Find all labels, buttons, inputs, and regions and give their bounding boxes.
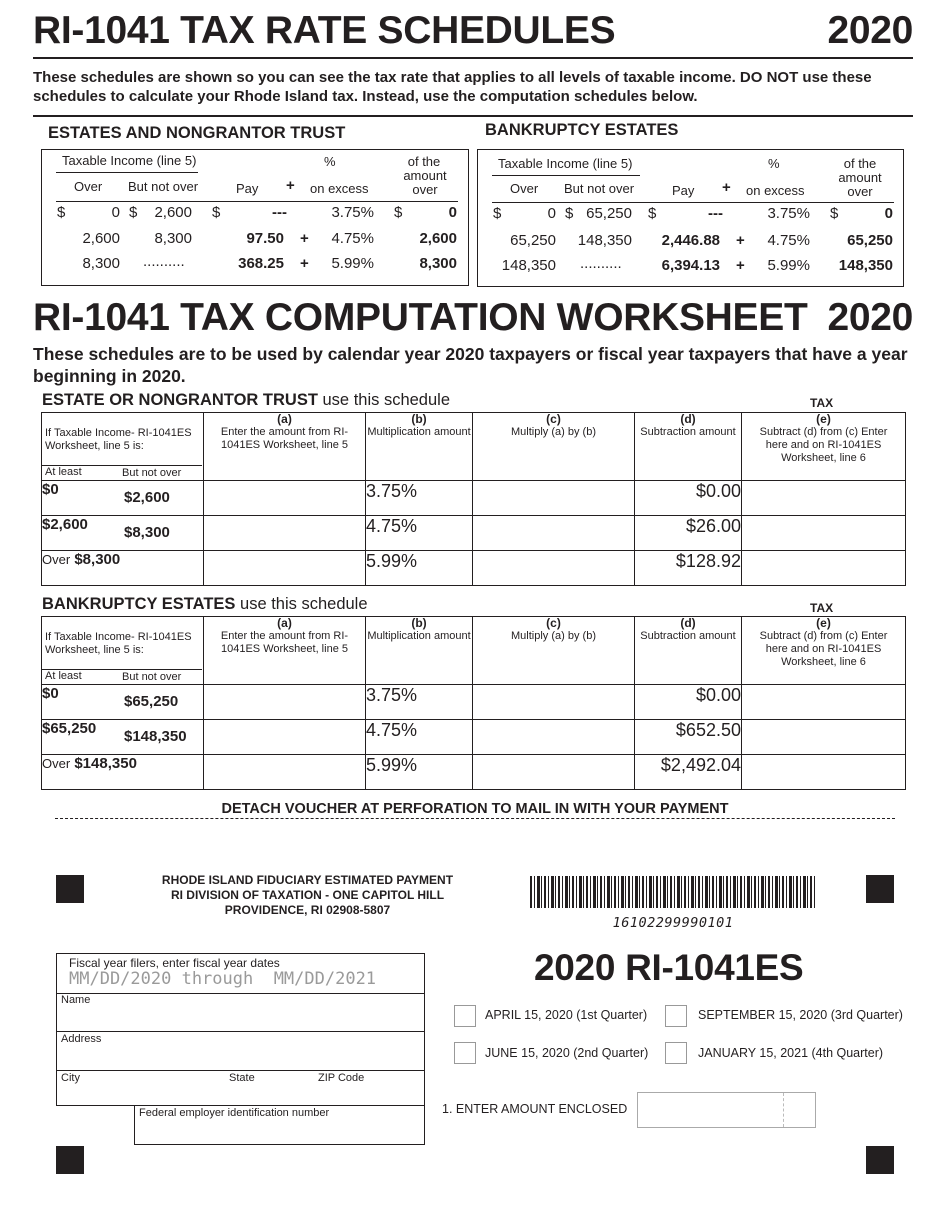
estates-schedule-title: ESTATES AND NONGRANTOR TRUST	[48, 124, 346, 142]
if-taxable-label: If Taxable Income- RI-1041ES Worksheet, line 5 is:	[45, 427, 192, 452]
col-a-input[interactable]	[204, 685, 366, 720]
col-b-text: Multiplication amount	[367, 630, 471, 642]
year: 2020	[827, 9, 913, 52]
worksheet-title: RI-1041 TAX COMPUTATION WORKSHEET	[33, 296, 808, 339]
bankruptcy-row2-over: 65,250	[510, 232, 556, 249]
estates-row1-pay: ---	[272, 204, 287, 221]
dollar-sign: $	[212, 204, 221, 221]
col-amount-over: amount over	[838, 170, 882, 199]
col-a-letter: (a)	[277, 616, 292, 630]
rate-cell: 5.99%	[366, 551, 473, 586]
plus-sign: +	[736, 257, 745, 274]
but-not-over-value: $8,300	[124, 524, 170, 541]
if-taxable-label: If Taxable Income- RI-1041ES Worksheet, line 5 is:	[45, 631, 192, 656]
estate-worksheet-table	[41, 412, 906, 586]
col-a-text: Enter the amount from RI-1041ES Worksheet, line 5	[220, 630, 349, 655]
address-line-3: PROVIDENCE, RI 02908-5807	[224, 903, 391, 917]
name-field[interactable]	[57, 994, 424, 1031]
col-c-letter: (c)	[546, 412, 561, 426]
rate-cell: 3.75%	[366, 685, 473, 720]
estates-row3-pay: 368.25	[238, 255, 284, 272]
bankruptcy-worksheet-table	[41, 616, 906, 790]
col-percent: %	[768, 156, 780, 171]
dollar-sign: $	[493, 205, 502, 222]
name-label: Name	[61, 994, 91, 1006]
bankruptcy-row2-amount: 65,250	[847, 232, 893, 249]
bankruptcy-schedule-title: BANKRUPTCY ESTATES	[485, 121, 679, 139]
at-least-label: At least	[45, 466, 82, 478]
col-pay: Pay	[672, 183, 695, 198]
col-amount-over: amount over	[403, 168, 447, 197]
table-row	[42, 755, 906, 790]
table-row	[42, 720, 906, 755]
use-schedule-text: use this schedule	[235, 595, 368, 613]
barcode	[530, 876, 816, 908]
rate-cell: 5.99%	[366, 755, 473, 790]
tax-input[interactable]	[742, 685, 906, 720]
table-row	[42, 685, 906, 720]
but-not-over-label: But not over	[122, 467, 182, 479]
col-c-text: Multiply (a) by (b)	[511, 426, 596, 438]
col-but-not-over: But not over	[128, 179, 199, 194]
subtraction-cell: $0.00	[635, 685, 742, 720]
col-b-header	[366, 413, 473, 481]
bankruptcy-row2-but: 148,350	[577, 232, 632, 249]
estates-row1-but: 2,600	[154, 204, 192, 221]
fein-field[interactable]	[134, 1105, 425, 1145]
subtraction-cell: $26.00	[635, 516, 742, 551]
plus-sign: +	[736, 232, 745, 249]
col-b-letter: (b)	[411, 616, 427, 630]
fein-label: Federal employer identification number	[139, 1107, 330, 1119]
col-e-header	[742, 413, 906, 481]
divider	[492, 175, 640, 176]
col-a-letter: (a)	[277, 412, 292, 426]
divider	[56, 172, 198, 173]
tax-input[interactable]	[742, 755, 906, 790]
but-not-over-value: $148,350	[124, 728, 187, 745]
col-taxable-income: Taxable Income (line 5)	[498, 156, 633, 171]
bankruptcy-worksheet-heading	[42, 595, 368, 614]
col-e-text: Subtract (d) from (c) Enter here and on RI-1041ES Worksheet, line 6	[759, 630, 888, 668]
plus-sign: +	[300, 255, 309, 272]
over-word: Over	[42, 552, 71, 567]
bankruptcy-row1-amount: 0	[884, 205, 893, 222]
fiscal-year-label: Fiscal year filers, enter fiscal year dates	[69, 956, 280, 970]
col-e-header	[742, 617, 906, 685]
bankruptcy-row3-amount: 148,350	[838, 257, 893, 274]
table-row	[42, 481, 906, 516]
if-taxable-income-cell	[42, 617, 204, 685]
table-row	[42, 516, 906, 551]
dollar-sign: $	[394, 204, 403, 221]
tax-input[interactable]	[742, 720, 906, 755]
col-d-text: Subtraction amount	[640, 426, 736, 438]
col-c-text: Multiply (a) by (b)	[511, 630, 596, 642]
worksheet-year: 2020	[827, 296, 913, 339]
barcode-number: 16102299990101	[612, 915, 734, 931]
col-d-header	[635, 413, 742, 481]
at-least-value: $2,600	[42, 516, 88, 533]
dollar-sign: $	[57, 204, 66, 221]
form-title: 2020 RI-1041ES	[534, 947, 804, 988]
registration-mark	[866, 875, 894, 903]
state-label: State	[229, 1072, 255, 1084]
col-a-input[interactable]	[204, 720, 366, 755]
intro-text: These schedules are shown so you can see the tax rate that applies to all levels of taxable income. DO NOT use these schedules to calculate your Rhode Island tax. Instead, use the computation schedules below.	[33, 69, 872, 105]
col-but-not-over: But not over	[564, 181, 635, 196]
col-d-header	[635, 617, 742, 685]
estate-worksheet-title: ESTATE OR NONGRANTOR TRUST	[42, 391, 318, 409]
at-least-value: $0	[42, 481, 59, 498]
detach-instruction: DETACH VOUCHER AT PERFORATION TO MAIL IN WITH YOUR PAYMENT	[221, 801, 729, 817]
bankruptcy-row2-pct: 4.75%	[767, 232, 810, 249]
col-b-header	[366, 617, 473, 685]
bankruptcy-row1-pct: 3.75%	[767, 205, 810, 222]
estates-row1-over: 0	[111, 204, 120, 221]
at-least-label: At least	[45, 670, 82, 682]
but-not-over-value: $65,250	[124, 693, 179, 710]
estates-row1-amount: 0	[448, 204, 457, 221]
address-field[interactable]	[57, 1032, 424, 1070]
tax-input[interactable]	[742, 481, 906, 516]
registration-mark	[866, 1146, 894, 1174]
col-percent: %	[324, 154, 336, 169]
col-c-header	[473, 413, 635, 481]
col-c-input[interactable]	[473, 755, 635, 790]
range-cell	[42, 516, 204, 551]
estates-row2-over: 2,600	[82, 230, 120, 247]
rate-cell: 4.75%	[366, 516, 473, 551]
q1-checkbox[interactable]	[454, 1005, 476, 1027]
q3-label: SEPTEMBER 15, 2020 (3rd Quarter)	[698, 1008, 903, 1022]
rate-cell: 3.75%	[366, 481, 473, 516]
col-over: Over	[510, 181, 539, 196]
col-d-letter: (d)	[680, 412, 696, 426]
but-not-over-label: But not over	[122, 671, 182, 683]
tax-input[interactable]	[742, 551, 906, 586]
estates-row2-pct: 4.75%	[331, 230, 374, 247]
city-label: City	[61, 1072, 80, 1084]
col-c-input[interactable]	[473, 516, 635, 551]
divider	[33, 115, 913, 117]
table-row	[42, 551, 906, 586]
col-c-header	[473, 617, 635, 685]
bankruptcy-row1-but: 65,250	[586, 205, 632, 222]
plus-sign: +	[286, 177, 295, 194]
bankruptcy-row3-pct: 5.99%	[767, 257, 810, 274]
col-a-header	[204, 617, 366, 685]
bankruptcy-row1-over: 0	[547, 205, 556, 222]
bankruptcy-worksheet-title: BANKRUPTCY ESTATES	[42, 595, 236, 613]
use-schedule-text: use this schedule	[317, 391, 451, 409]
plus-sign: +	[722, 179, 731, 196]
col-e-letter: (e)	[816, 412, 831, 426]
estates-row3-pct: 5.99%	[331, 255, 374, 272]
worksheet-intro: These schedules are to be used by calendar year 2020 taxpayers or fiscal year taxpayers that have a year beginning in 2020.	[33, 344, 908, 386]
amount-enclosed-field[interactable]	[637, 1092, 816, 1128]
subtraction-cell: $652.50	[635, 720, 742, 755]
q1-label: APRIL 15, 2020 (1st Quarter)	[485, 1008, 648, 1022]
perforation-line	[55, 818, 895, 819]
col-a-input[interactable]	[204, 755, 366, 790]
divider	[492, 202, 894, 203]
q2-label: JUNE 15, 2020 (2nd Quarter)	[485, 1046, 649, 1060]
but-not-over-value: $2,600	[124, 489, 170, 506]
divider	[56, 201, 458, 202]
range-cell	[42, 755, 204, 790]
col-a-input[interactable]	[204, 551, 366, 586]
address-line-2: RI DIVISION OF TAXATION - ONE CAPITOL HILL	[170, 888, 445, 902]
subtraction-cell: $0.00	[635, 481, 742, 516]
address-label: Address	[61, 1033, 102, 1045]
address-line-1: RHODE ISLAND FIDUCIARY ESTIMATED PAYMENT	[161, 873, 454, 887]
bankruptcy-row3-over: 148,350	[501, 257, 556, 274]
estates-row2-but: 8,300	[154, 230, 192, 247]
estates-row2-amount: 2,600	[419, 230, 457, 247]
if-taxable-income-cell	[42, 413, 204, 481]
col-c-input[interactable]	[473, 685, 635, 720]
col-c-input[interactable]	[473, 720, 635, 755]
tax-input[interactable]	[742, 516, 906, 551]
tax-label: TAX	[810, 601, 834, 615]
dollar-sign: $	[648, 205, 657, 222]
over-value: $148,350	[74, 755, 137, 772]
registration-mark	[56, 875, 84, 903]
col-c-input[interactable]	[473, 551, 635, 586]
estates-row3-over: 8,300	[82, 255, 120, 272]
amount-enclosed-label: 1. ENTER AMOUNT ENCLOSED	[442, 1102, 628, 1116]
estates-row3-amount: 8,300	[419, 255, 457, 272]
bankruptcy-row3-but: ..........	[580, 255, 622, 272]
col-e-text: Subtract (d) from (c) Enter here and on RI-1041ES Worksheet, line 6	[759, 426, 888, 464]
range-cell	[42, 551, 204, 586]
col-b-text: Multiplication amount	[367, 426, 471, 438]
over-word: Over	[42, 756, 71, 771]
q2-checkbox[interactable]	[454, 1042, 476, 1064]
bankruptcy-row2-pay: 2,446.88	[661, 232, 720, 249]
col-a-text: Enter the amount from RI-1041ES Worksheet, line 5	[220, 426, 349, 451]
rate-cell: 4.75%	[366, 720, 473, 755]
estates-row2-pay: 97.50	[246, 230, 284, 247]
col-c-letter: (c)	[546, 616, 561, 630]
q3-checkbox[interactable]	[665, 1005, 687, 1027]
col-of-the: of the	[407, 154, 441, 169]
col-of-the: of the	[843, 156, 877, 171]
at-least-value: $65,250	[42, 720, 97, 737]
over-value: $8,300	[74, 551, 121, 568]
col-e-letter: (e)	[816, 616, 831, 630]
fiscal-year-dates-field[interactable]: MM/DD/2020 through MM/DD/2021	[69, 969, 377, 989]
mailing-address	[140, 873, 475, 918]
at-least-value: $0	[42, 685, 59, 702]
col-d-text: Subtraction amount	[640, 630, 736, 642]
subtraction-cell: $128.92	[635, 551, 742, 586]
col-c-input[interactable]	[473, 481, 635, 516]
bankruptcy-row3-pay: 6,394.13	[661, 257, 720, 274]
bankruptcy-schedule-table	[477, 149, 904, 287]
range-cell	[42, 685, 204, 720]
q4-checkbox[interactable]	[665, 1042, 687, 1064]
cents-divider	[783, 1093, 784, 1127]
q4-label: JANUARY 15, 2021 (4th Quarter)	[698, 1046, 884, 1060]
dollar-sign: $	[830, 205, 839, 222]
col-d-letter: (d)	[680, 616, 696, 630]
dollar-sign: $	[565, 205, 574, 222]
range-cell	[42, 481, 204, 516]
bankruptcy-row1-pay: ---	[708, 205, 723, 222]
estate-worksheet-heading	[42, 391, 450, 410]
range-cell	[42, 720, 204, 755]
tax-label: TAX	[810, 396, 834, 410]
estates-row1-pct: 3.75%	[331, 204, 374, 221]
plus-sign: +	[300, 230, 309, 247]
col-taxable-income: Taxable Income (line 5)	[62, 153, 197, 168]
city-state-zip-field[interactable]	[57, 1071, 424, 1105]
taxpayer-info-box	[56, 953, 425, 1106]
page-title: RI-1041 TAX RATE SCHEDULES	[33, 9, 616, 52]
zip-label: ZIP Code	[318, 1072, 365, 1084]
col-on-excess: on excess	[746, 183, 805, 198]
registration-mark	[56, 1146, 84, 1174]
col-a-header	[204, 413, 366, 481]
dollar-sign: $	[129, 204, 138, 221]
col-over: Over	[74, 179, 103, 194]
col-b-letter: (b)	[411, 412, 427, 426]
subtraction-cell: $2,492.04	[635, 755, 742, 790]
estates-row3-but: ..........	[143, 253, 185, 270]
col-pay: Pay	[236, 181, 259, 196]
col-a-input[interactable]	[204, 481, 366, 516]
estates-schedule-table	[41, 149, 469, 286]
divider	[33, 57, 913, 59]
col-on-excess: on excess	[310, 181, 369, 196]
col-a-input[interactable]	[204, 516, 366, 551]
